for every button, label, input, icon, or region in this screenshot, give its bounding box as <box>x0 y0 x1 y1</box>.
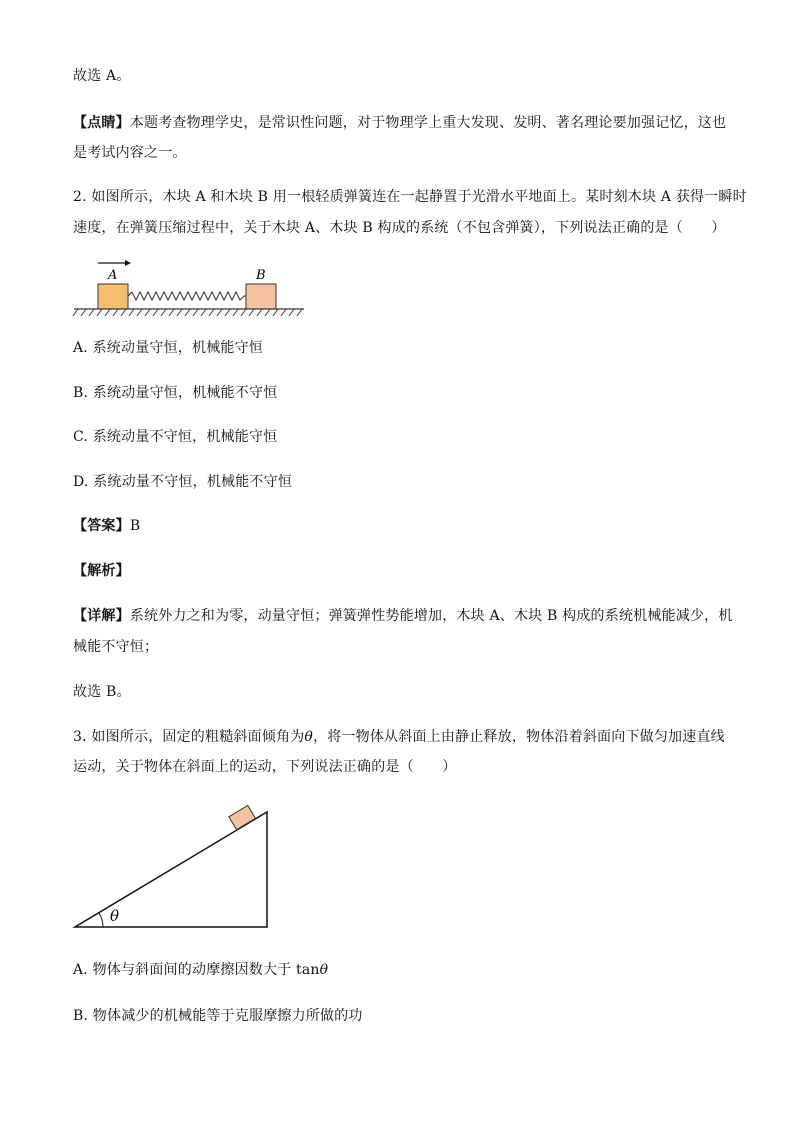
q3-stem-line-2: 运动，关于物体在斜面上的运动，下列说法正确的是（ ） <box>73 759 457 775</box>
q3-option-a-text: A. 物体与斜面间的动摩擦因数大于 tan <box>73 962 320 978</box>
detail-tag: 【详解】 <box>73 608 130 624</box>
q2-stem-line-2: 速度，在弹簧压缩过程中，关于木块 A、木块 B 构成的系统（不包含弹簧），下列说法正确的是（ ） <box>73 220 726 236</box>
detail-line-2: 械能不守恒； <box>73 639 159 655</box>
conclusion-prev: 故选 A。 <box>73 68 131 84</box>
label-a: A <box>108 268 118 283</box>
block-a <box>98 284 128 309</box>
q2-option-a: A. 系统动量守恒，机械能守恒 <box>73 340 264 356</box>
tip-line-1 <box>73 113 726 133</box>
slope-block <box>229 805 256 829</box>
q2-spring-figure <box>70 255 310 325</box>
q2-option-b: B. 系统动量守恒，机械能不守恒 <box>73 385 278 401</box>
q3-option-a <box>73 960 328 980</box>
q3-option-b: B. 物体减少的机械能等于克服摩擦力所做的功 <box>73 1008 363 1024</box>
q2-stem-line-1: 2. 如图所示，木块 A 和木块 B 用一根轻质弹簧连在一起静置于光滑水平地面上。某时刻木块 A 获得一瞬时 <box>73 189 747 205</box>
q3-incline-figure <box>70 800 280 935</box>
detail-line-1 <box>73 606 733 626</box>
q2-option-d: D. 系统动量不守恒，机械能不守恒 <box>73 474 293 490</box>
answer-tag: 【答案】 <box>73 518 130 534</box>
block-b <box>246 284 276 309</box>
q2-conclusion: 故选 B。 <box>73 684 131 700</box>
theta-symbol: θ <box>304 729 314 745</box>
q3-stem-part-a: 3. 如图所示，固定的粗糙斜面倾角为 <box>73 729 305 745</box>
tip-tag: 【点睛】 <box>73 115 130 131</box>
answer-value: B <box>129 518 141 534</box>
q3-option-a-theta: θ <box>319 962 329 978</box>
angle-arc <box>99 913 103 927</box>
label-b: B <box>256 268 266 283</box>
q3-stem-line-1 <box>73 727 725 747</box>
tip-line-2: 是考试内容之一。 <box>73 145 187 161</box>
detail-text-1: 系统外力之和为零，动量守恒；弹簧弹性势能增加，木块 A、木块 B 构成的系统机械能减少，机 <box>129 608 733 624</box>
q3-stem-part-b: ，将一物体从斜面上由静止释放，物体沿着斜面向下做匀加速直线 <box>313 729 725 745</box>
analysis-tag: 【解析】 <box>73 563 130 579</box>
angle-label: θ <box>110 907 120 925</box>
velocity-arrow-icon <box>98 260 131 266</box>
q2-option-c: C. 系统动量不守恒，机械能守恒 <box>73 429 278 445</box>
tip-text-1: 本题考查物理学史，是常识性问题，对于物理学上重大发现、发明、著名理论要加强记忆，这也 <box>129 115 727 131</box>
spring <box>128 292 246 300</box>
q2-answer <box>73 516 140 536</box>
ground-hatching <box>73 309 302 316</box>
